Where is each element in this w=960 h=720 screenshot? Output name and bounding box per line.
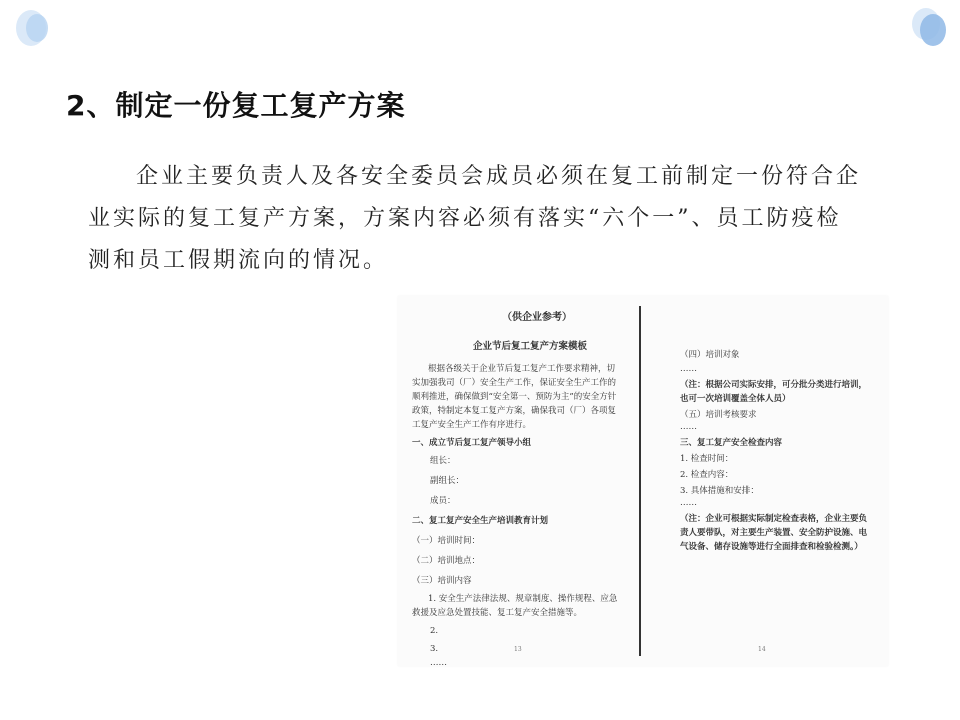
decor-bubbles-left bbox=[10, 6, 60, 48]
slide-paragraph: 企业主要负责人及各安全委员会成员必须在复工前制定一份符合企业实际的复工复产方案，方案内容必须有落实“六个一”、员工防疫检测和员工假期流向的情况。 bbox=[88, 164, 862, 273]
list-item: （五）培训考核要求 bbox=[680, 410, 757, 420]
list-item: 1. 检查时间： bbox=[680, 454, 734, 464]
doc-reference-note: （供企业参考） bbox=[502, 312, 572, 323]
bubble-icon bbox=[920, 14, 946, 46]
list-item: …… bbox=[680, 422, 697, 432]
list-item: 2. bbox=[430, 626, 439, 636]
list-item: 三、复工复产安全检查内容 bbox=[680, 438, 783, 448]
list-item: 二、复工复产安全生产培训教育计划 bbox=[412, 516, 549, 526]
list-item: 2. 检查内容： bbox=[680, 470, 734, 480]
list-item: …… bbox=[430, 658, 447, 666]
list-item: （二）培训地点： bbox=[412, 556, 481, 566]
bubble-icon bbox=[26, 14, 48, 42]
list-item: 组长： bbox=[430, 456, 456, 466]
list-item: （三）培训内容 bbox=[412, 576, 472, 586]
doc-note: （注：根据公司实际安排，可分批分类进行培训，也可一次培训覆盖全体人员） bbox=[680, 380, 868, 404]
scanned-document bbox=[398, 296, 888, 666]
list-item: （四）培训对象 bbox=[680, 350, 740, 360]
list-item: …… bbox=[680, 364, 697, 374]
doc-body-text: 根据各级关于企业节后复工复产工作要求精神，切实加强我司（厂）安全生产工作，保证安全生产工作的顺利推进，确保做到“安全第一、预防为主”的安全方针政策，特制定本复工复产方案，确保我司（厂）各项复工复产安全生产工作有序进行。 bbox=[412, 364, 617, 430]
list-item: 一、成立节后复工复产领导小组 bbox=[412, 438, 532, 448]
list-item: 1. 安全生产法律法规、规章制度、操作规程、应急救援及应急处置技能、复工复产安全措施等。 bbox=[412, 594, 618, 618]
slide-title: 2、制定一份复工复产方案 bbox=[66, 89, 406, 122]
page-divider bbox=[639, 306, 641, 656]
page-number-right: 14 bbox=[758, 646, 766, 653]
list-item: （一）培训时间： bbox=[412, 536, 481, 546]
list-item: …… bbox=[680, 498, 697, 508]
doc-note: （注：企业可根据实际制定检查表格，企业主要负责人要带队，对主要生产装置、安全防护设施、电气设备、储存设施等进行全面排查和检验检测。） bbox=[680, 514, 868, 552]
list-item: 副组长： bbox=[430, 476, 465, 486]
list-item: 成员： bbox=[430, 496, 456, 506]
list-item: 3. bbox=[430, 644, 439, 654]
doc-title: 企业节后复工复产方案模板 bbox=[472, 341, 587, 352]
decor-bubbles-right bbox=[908, 4, 954, 50]
page-number-left: 13 bbox=[514, 646, 522, 653]
list-item: 3. 具体措施和安排： bbox=[680, 486, 759, 496]
